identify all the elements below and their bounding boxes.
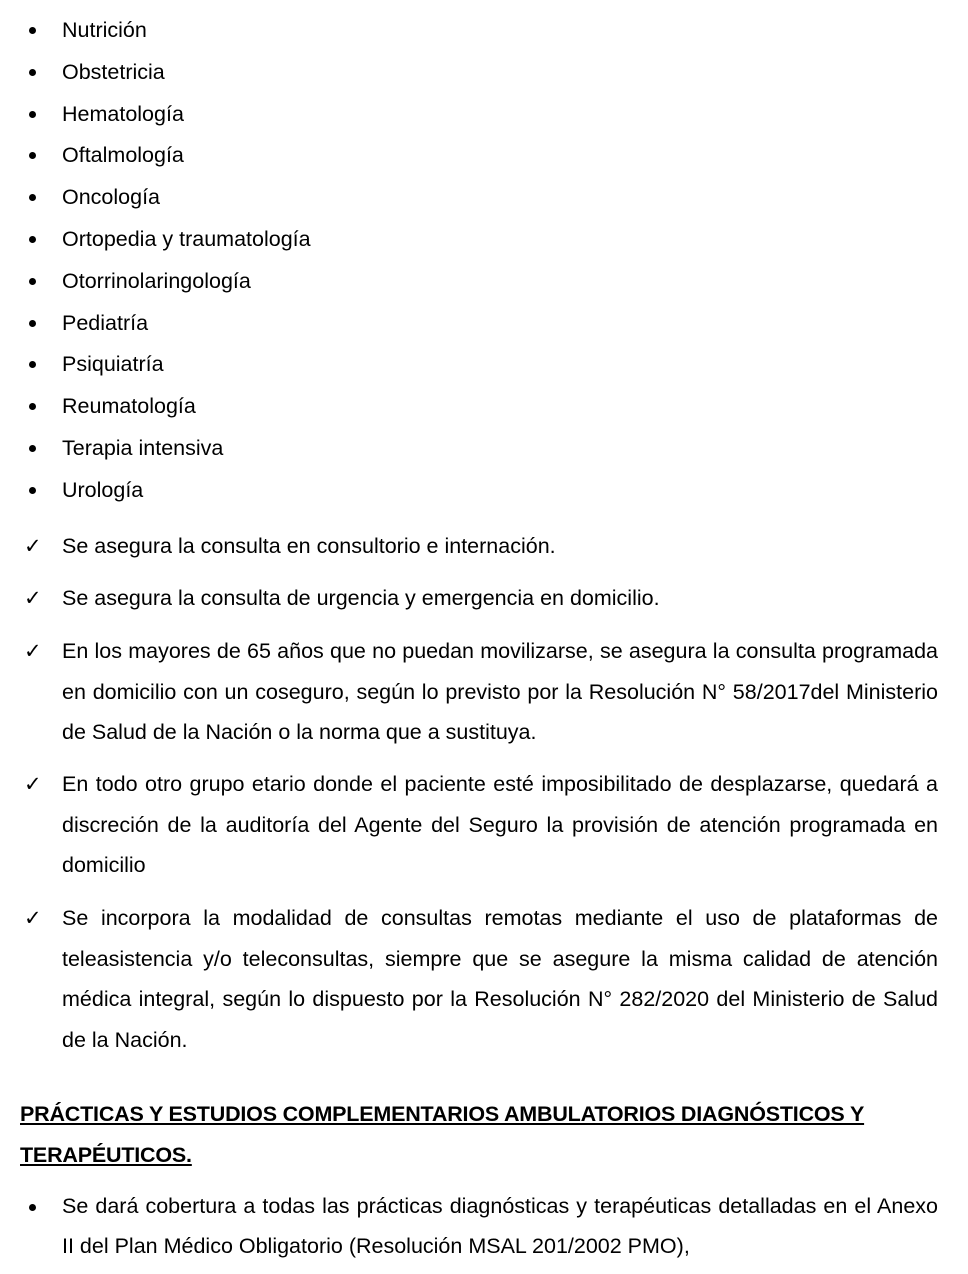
bullet-icon — [29, 236, 36, 243]
list-item: Psiquiatría — [0, 348, 968, 390]
bullet-icon — [29, 111, 36, 118]
list-item: Oftalmología — [0, 139, 968, 181]
bullet-icon — [29, 487, 36, 494]
bullet-icon — [29, 152, 36, 159]
bullet-icon — [29, 27, 36, 34]
bullet-icon — [29, 69, 36, 76]
bullet-icon — [29, 1204, 36, 1211]
list-item: Urología — [0, 474, 968, 516]
specialties-list — [0, 14, 968, 516]
list-item: Pediatría — [0, 307, 968, 349]
document-page: Nutrición Obstetricia Hematología Oftalmología Oncología Ortopedia y traumatología Otorrinolaringología Pediatría Psiquiatría Reumatología Terapia intensiva Urología ✓ Se asegura la consulta en consultorio e internación. ✓ Se asegura la consulta de urgencia y emergencia en domicilio. ✓ En los mayores de 65 años que no puedan movilizarse, se asegura la consulta programada en domicilio con un coseguro, según lo previsto por la Resolución N° 58/2017del Ministerio de Salud de la Nación o la norma que a sustituya. ✓ En todo otro grupo etario donde el paciente esté imposibilitado de desplazarse, quedará a discreción de la auditoría del Agente del Seguro la provisión de atención programada en domicilio ✓ Se incorpora la modalidad de consultas remotas mediante el uso de plataformas de teleasistencia y/o teleconsultas, siempre que se asegure la misma calidad de atención médica integral, según lo dispuesto por la Resolución N° 282/2020 del Ministerio de Salud de la Nación. PRÁCTICAS Y ESTUDIOS COMPLEMENTARIOS AMBULATORIOS DIAGNÓSTICOS Y TERAPÉUTICOS. Se dará cobertura a todas las prácticas diagnósticas y terapéuticas detalladas en el Anexo II del Plan Médico Obligatorio (Resolución MSAL 201/2002 PMO), — [0, 0, 968, 1274]
section-heading: PRÁCTICAS Y ESTUDIOS COMPLEMENTARIOS AMBULATORIOS DIAGNÓSTICOS Y TERAPÉUTICOS. — [20, 1102, 865, 1167]
list-item: Ortopedia y traumatología — [0, 223, 968, 265]
checkmark-icon: ✓ — [24, 640, 42, 663]
bullet-icon — [29, 320, 36, 327]
bullet-icon — [29, 445, 36, 452]
checkmark-icon: ✓ — [24, 773, 42, 796]
checkmark-icon: ✓ — [24, 907, 42, 930]
checkmark-icon: ✓ — [24, 535, 42, 558]
list-item: Nutrición — [0, 14, 968, 56]
list-item: Hematología — [0, 98, 968, 140]
checkmark-icon: ✓ — [24, 587, 42, 610]
list-item: Obstetricia — [0, 56, 968, 98]
list-item: Otorrinolaringología — [0, 265, 968, 307]
bullet-icon — [29, 194, 36, 201]
bullet-icon — [29, 403, 36, 410]
bullet-icon — [29, 361, 36, 368]
list-item: Reumatología — [0, 390, 968, 432]
bullet-icon — [29, 278, 36, 285]
list-item: Terapia intensiva — [0, 432, 968, 474]
list-item: Oncología — [0, 181, 968, 223]
